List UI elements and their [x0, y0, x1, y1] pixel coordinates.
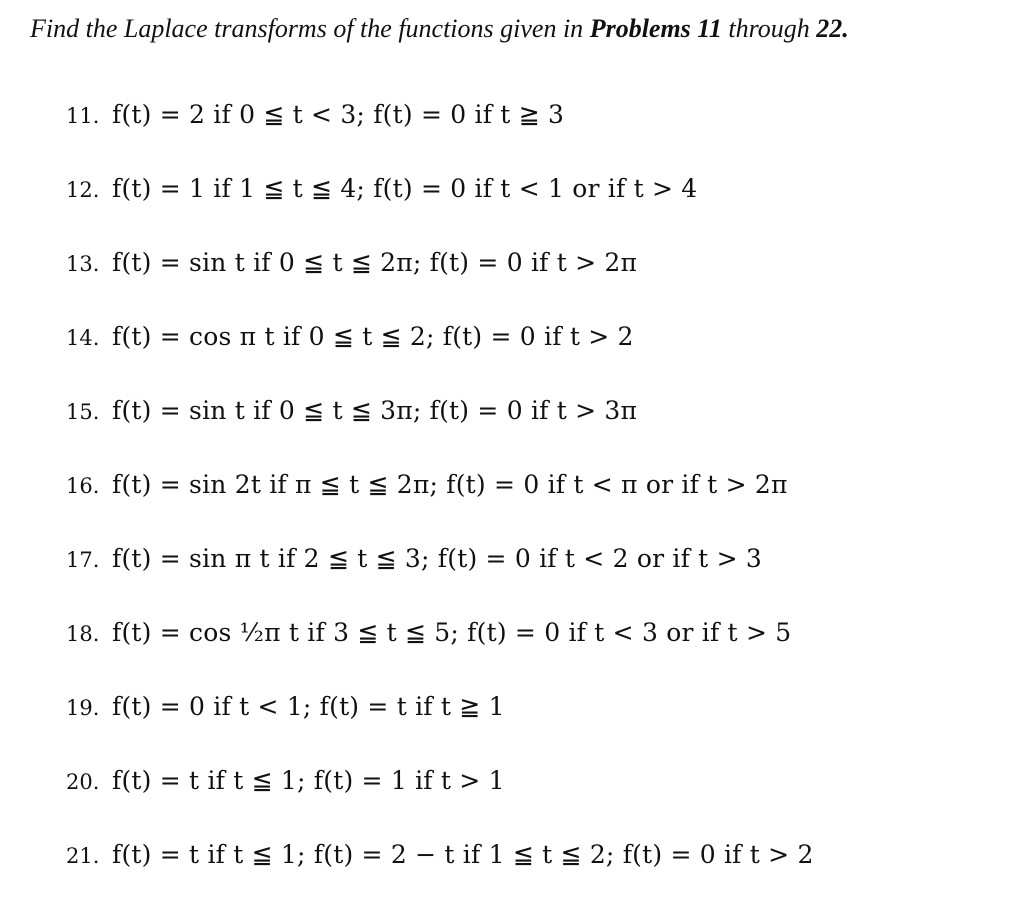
problem-item-15	[66, 396, 996, 470]
problem-formula: f(t) = cos ½π t if 3 ≦ t ≦ 5; f(t) = 0 if t < 3 or if t > 5	[112, 618, 792, 647]
problem-item-21	[66, 840, 996, 914]
problem-formula: f(t) = sin t if 0 ≦ t ≦ 3π; f(t) = 0 if t > 3π	[112, 396, 638, 425]
problem-number: 11.	[66, 104, 100, 128]
problem-formula: f(t) = t if t ≦ 1; f(t) = 1 if t > 1	[112, 766, 505, 795]
problem-number: 17.	[66, 548, 100, 572]
problem-item-18	[66, 618, 996, 692]
problem-item-11	[66, 100, 996, 174]
problem-formula: f(t) = cos π t if 0 ≦ t ≦ 2; f(t) = 0 if t > 2	[112, 322, 634, 351]
problem-number: 16.	[66, 474, 100, 498]
problem-formula: f(t) = 0 if t < 1; f(t) = t if t ≧ 1	[112, 692, 505, 721]
problem-formula: f(t) = 1 if 1 ≦ t ≦ 4; f(t) = 0 if t < 1 or if t > 4	[112, 174, 698, 203]
problem-formula: f(t) = sin t if 0 ≦ t ≦ 2π; f(t) = 0 if t > 2π	[112, 248, 638, 277]
instruction-text	[30, 12, 849, 46]
problem-item-12	[66, 174, 996, 248]
problem-number: 21.	[66, 844, 100, 868]
instruction-middle: through	[721, 14, 817, 43]
problem-item-17	[66, 544, 996, 618]
instruction-bold-start: Problems 11	[589, 14, 722, 43]
instruction-bold-end: 22.	[816, 14, 849, 43]
instruction-prefix: Find the Laplace transforms of the functions given in	[30, 14, 590, 43]
problem-number: 12.	[66, 178, 100, 202]
problem-number: 20.	[66, 770, 100, 794]
problem-formula: f(t) = t if t ≦ 1; f(t) = 2 − t if 1 ≦ t ≦ 2; f(t) = 0 if t > 2	[112, 840, 814, 869]
problem-number: 18.	[66, 622, 100, 646]
problem-item-16	[66, 470, 996, 544]
problem-list	[66, 100, 996, 914]
problem-item-20	[66, 766, 996, 840]
problem-item-14	[66, 322, 996, 396]
problem-formula: f(t) = 2 if 0 ≦ t < 3; f(t) = 0 if t ≧ 3	[112, 100, 565, 129]
problem-item-13	[66, 248, 996, 322]
problem-number: 13.	[66, 252, 100, 276]
problem-formula: f(t) = sin π t if 2 ≦ t ≦ 3; f(t) = 0 if t < 2 or if t > 3	[112, 544, 762, 573]
problem-number: 15.	[66, 400, 100, 424]
problem-number: 19.	[66, 696, 100, 720]
problem-item-19	[66, 692, 996, 766]
problem-number: 14.	[66, 326, 100, 350]
problem-formula: f(t) = sin 2t if π ≦ t ≦ 2π; f(t) = 0 if t < π or if t > 2π	[112, 470, 788, 499]
